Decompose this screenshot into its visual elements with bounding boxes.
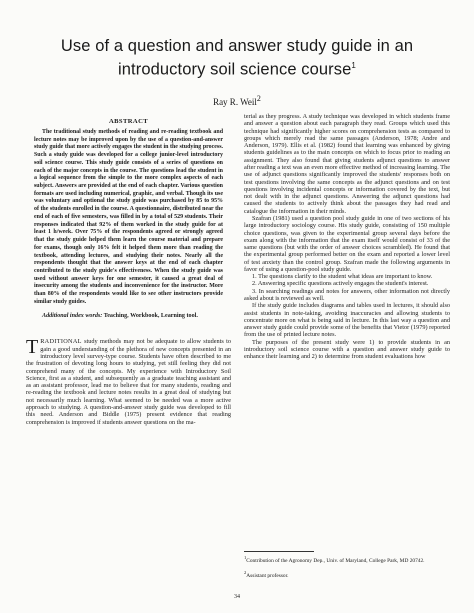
footnote-divider xyxy=(244,551,314,552)
lead-word: RADITIONAL xyxy=(40,338,82,346)
author-line xyxy=(0,94,474,107)
footnote-1-text: Contribution of the Agronomy Dep., Univ. of Maryland, College Park, MD 20742. xyxy=(246,557,425,564)
paragraph-4: The purposes of the present study were 1) to provide students in an introductory soil science course with a question and answer study guide to enhance their learning and 2) to determine from student evaluations how xyxy=(244,338,450,361)
introduction-paragraph xyxy=(26,338,231,426)
footnote-2-marker: 2 xyxy=(244,570,247,575)
list-item-2: 2. Answering specific questions actively engages the student's interest. xyxy=(252,280,429,288)
keywords-label: Additional index words: xyxy=(42,312,103,319)
footnote-1-marker: 1 xyxy=(244,555,247,560)
left-column xyxy=(26,116,231,426)
keywords-text: Teaching, Workbook, Learning tool. xyxy=(103,312,198,319)
drop-cap: T xyxy=(26,336,39,359)
footnote-2 xyxy=(244,570,450,579)
right-column xyxy=(244,113,450,361)
article-title xyxy=(30,36,444,80)
paragraph-2: Szafran (1981) used a question pool study guide in one of two sections of his large introductory sociology course. His study guide, consisting of 150 multiple choice questions, was given to the experimental group several days before the exam along with the information that the exam itself would consist of 33 of the same questions (but with the order of answer choices scrambled). He found that the experimental group performed better on the exam and reported a lower level of test anxiety than the control group. Szafran made the following arguments in favor of using a question-pool study guide. xyxy=(244,214,450,273)
introduction-text: study methods may not be adequate to allow students to gain a good understanding of the plethora of new concepts presented in an introductory level survey-type course. Students have often described to me the frustration of devoting long hours to studying, yet still feeling they did not comprehend many of the concepts. My experience with Introductory Soil Science, first as a student, and subsequently as a graduate teaching assistant and as an assistant professor, lead me to believe that for many students, reading and re-reading the textbook and lecture notes results in a great deal of studying but not necessarily much learning. What seemed to be needed was a more active approach to studying. A question-and-answer study guide was developed to fill this need. Anderson and Biddle (1975) present evidence that reading comprehension is improved if students answer questions on the ma- xyxy=(26,338,231,426)
footnote-1 xyxy=(244,555,450,564)
keywords-line xyxy=(34,313,223,321)
title-footnote-marker: 1 xyxy=(351,61,356,70)
paragraph-3: If the study guide includes diagrams and tables used in lectures, it should also assist students in note-taking, avoiding inaccuracies and allowing students to concentrate more on what is being said in lecture. In this last way a question and answer study guide could provide some of the benefits that Vietor (1979) reported from the use of printed lecture notes. xyxy=(244,302,450,339)
list-item-3: 3. In searching readings and notes for answers, other information not directly asked about is reviewed as well. xyxy=(244,287,450,303)
abstract-heading: ABSTRACT xyxy=(108,118,149,125)
paragraph-1: terial as they progress. A study technique was developed in which students frame and answer a question about each paragraph they read. Groups which used this technique had significantly higher scores on comprehension tests as compared to groups which merely read the same passages (Anderson, 1978; Andre and Anderson, 1979). Ellis et al. (1982) found that learning was enhanced by giving students guidelines as to the main concepts on which to focus prior to reading an assignment. They also found that giving students adjunct questions to answer after reading a text was an even more effective method of increasing learning. The use of adjunct questions significantly improved the students' responses both on test questions involving the same concepts as the adjunct questions and on test questions involving incidental concepts or information covered by the text, but not dealt with in the adjunct questions. Answering the adjunct questions had caused the students to actively think about the passages they had read and catalogue the information in their minds. xyxy=(244,113,450,215)
title-text: Use of a question and answer study guide in an introductory soil science course xyxy=(60,37,414,79)
page-number: 34 xyxy=(234,594,240,600)
abstract-text: The traditional study methods of reading and re-reading textbook and lecture notes may be improved upon by the use of a question-and-answer study guide that more actively engages the student in the studying process. Such a study guide was developed for a college junior-level introductory soil science course. This study guide consists of a series of questions on each of the major concepts in the course. The questions lead the student in a logical sequence from the simple to the more complex aspects of each subject. Answers are provided at the end of each chapter. Various question formats are used including numerical, graphic, and verbal. Though its use was voluntary and optional the study guide was purchased by 85 to 95% of the students enrolled in the course. A questionnaire, distributed near the end of each of five semesters, was filled in by a total of 529 students. Their responses indicated that 92% of them worked in the study guide for at least 1 h/week. Over 75% of the respondents agreed or strongly agreed that the study guide helped them learn the course material and prepare for exams, though only 16% felt it helped them more than reading the textbook, attending lectures, and studying their notes. Nearly all the respondents thought that the answer keys at the end of each chapter contributed to the study guide's effectiveness. When the study guide was used without answer keys for one semester, it caused a great deal of insecurity among the students and inconvenience for the instructor. More than 80% of the respondents would like to see other instructors provide similar study guides. xyxy=(34,129,223,305)
author-name: Ray R. Weil xyxy=(213,97,257,107)
author-footnote-marker: 2 xyxy=(256,94,261,103)
list-item-1: 1. The questions clarify to the student what ideas are important to know. xyxy=(252,273,433,281)
footnote-2-text: Assistant professor. xyxy=(246,572,289,579)
